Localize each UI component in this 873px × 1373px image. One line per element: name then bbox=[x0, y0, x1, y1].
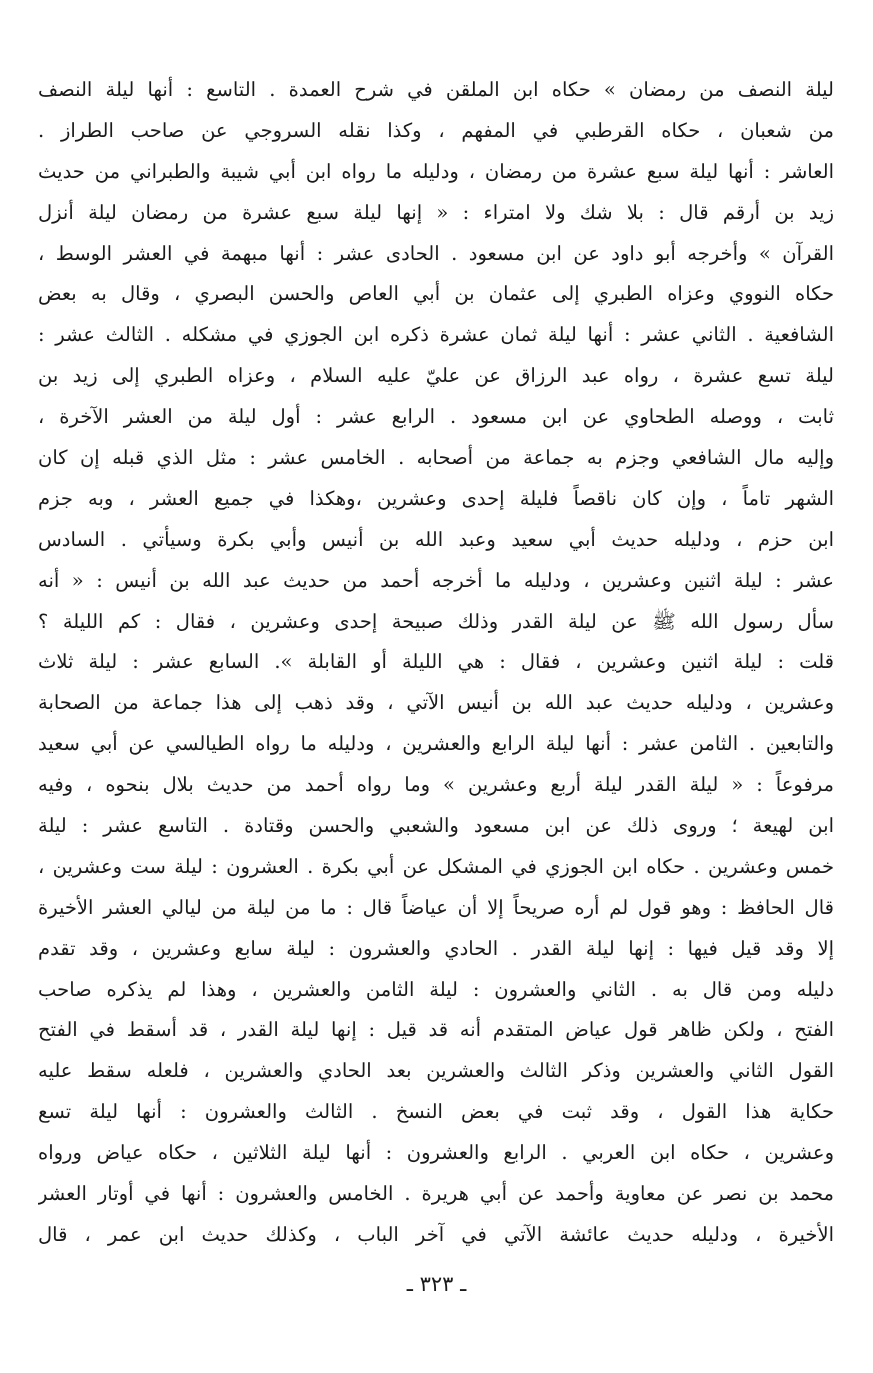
text-line: ثابت ، ووصله الطحاوي عن ابن مسعود . الرابع عشر : أول ليلة من العشر الآخرة ، bbox=[38, 405, 834, 429]
text-line: العاشر : أنها ليلة سبع عشرة من رمضان ، ودليله ما رواه ابن أبي شيبة والطبراني من حديث bbox=[38, 159, 834, 183]
text-line: حكاية هذا القول ، وقد ثبت في بعض النسخ . الثالث والعشرون : أنها ليلة تسع bbox=[38, 1100, 834, 1124]
text-line: وعشرين ، حكاه ابن العربي . الرابع والعشرون : أنها ليلة الثلاثين ، حكاه عياض ورواه bbox=[38, 1141, 834, 1165]
text-line: عشر : ليلة اثنين وعشرين ، ودليله ما أخرجه أحمد من حديث عبد الله بن أنيس : « أنه bbox=[38, 568, 834, 592]
text-line: ليلة النصف من رمضان » حكاه ابن الملقن في شرح العمدة . التاسع : أنها ليلة النصف bbox=[38, 78, 834, 101]
text-line: القول الثاني والعشرين وذكر الثالث والعشرين بعد الحادي والعشرين ، فلعله سقط عليه bbox=[38, 1059, 834, 1083]
text-line: ليلة تسع عشرة ، رواه عبد الرزاق عن عليّ عليه السلام ، وعزاه الطبري إلى زيد بن bbox=[38, 364, 834, 388]
text-line: خمس وعشرين . حكاه ابن الجوزي في المشكل عن أبي بكرة . العشرون : ليلة ست وعشرين ، bbox=[38, 854, 834, 878]
text-line: محمد بن نصر عن معاوية وأحمد عن أبي هريرة . الخامس والعشرون : أنها في أوتار العشر bbox=[38, 1182, 834, 1206]
text-line: زيد بن أرقم قال : بلا شك ولا امتراء : « إنها ليلة سبع عشرة من رمضان ليلة أنزل bbox=[38, 200, 834, 224]
body-text bbox=[38, 70, 834, 1256]
text-line: قلت : ليلة اثنين وعشرين ، فقال : هي الليلة أو القابلة ». السابع عشر : ليلة ثلاث bbox=[38, 650, 834, 674]
text-line: وعشرين ، ودليله حديث عبد الله بن أنيس الآتي ، وقد ذهب إلى هذا جماعة من الصحابة bbox=[38, 691, 834, 715]
text-line: قال الحافظ : وهو قول لم أره صريحاً إلا أن عياضاً قال : ما من ليلة من ليالي العشر الأخيرة bbox=[38, 895, 834, 919]
text-line: حكاه النووي وعزاه الطبري إلى عثمان بن أبي العاص والحسن البصري ، وقال به بعض bbox=[38, 282, 834, 306]
text-line: الفتح ، ولكن ظاهر قول عياض المتقدم أنه قد قيل : إنها ليلة القدر ، قد أسقط في الفتح bbox=[38, 1018, 834, 1042]
text-line: سأل رسول الله ﷺ عن ليلة القدر وذلك صبيحة إحدى وعشرين ، فقال : كم الليلة ؟ bbox=[38, 609, 834, 633]
text-line: والتابعين . الثامن عشر : أنها ليلة الرابع والعشرين ، ودليله ما رواه الطيالسي عن أبي سعيد bbox=[38, 732, 834, 756]
text-line: من شعبان ، حكاه القرطبي في المفهم ، وكذا نقله السروجي عن صاحب الطراز . bbox=[38, 118, 834, 142]
text-line: مرفوعاً : « ليلة القدر ليلة أربع وعشرين » وما رواه أحمد من حديث بلال بنحوه ، وفيه bbox=[38, 773, 834, 797]
text-line: الشافعية . الثاني عشر : أنها ليلة ثمان عشرة ذكره ابن الجوزي في مشكله . الثالث عشر : bbox=[38, 323, 834, 347]
text-line: ابن لهيعة ؛ وروى ذلك عن ابن مسعود والشعبي والحسن وقتادة . التاسع عشر : ليلة bbox=[38, 814, 834, 838]
text-line: الشهر تاماً ، وإن كان ناقصاً فليلة إحدى وعشرين ،وهكذا في جميع العشر ، وبه جزم bbox=[38, 486, 834, 510]
text-line: ابن حزم ، ودليله حديث أبي سعيد وعبد الله بن أنيس وأبي بكرة وسيأتي . السادس bbox=[38, 527, 834, 551]
text-line: وإليه مال الشافعي وجزم به جماعة من أصحابه . الخامس عشر : مثل الذي قبله إن كان bbox=[38, 446, 834, 470]
text-line: القرآن » وأخرجه أبو داود عن ابن مسعود . الحادى عشر : أنها مبهمة في العشر الوسط ، bbox=[38, 241, 834, 265]
page-number: ـ ٣٢٣ ـ bbox=[406, 1272, 467, 1296]
text-line: إلا وقد قيل فيها : إنها ليلة القدر . الحادي والعشرون : ليلة سابع وعشرين ، وقد تقدم bbox=[38, 936, 834, 960]
text-line: دليله ومن قال به . الثاني والعشرون : ليلة الثامن والعشرين ، وهذا لم يذكره صاحب bbox=[38, 977, 834, 1001]
text-line: الأخيرة ، ودليله حديث عائشة الآتي في آخر الباب ، وكذلك حديث ابن عمر ، قال bbox=[38, 1222, 834, 1246]
